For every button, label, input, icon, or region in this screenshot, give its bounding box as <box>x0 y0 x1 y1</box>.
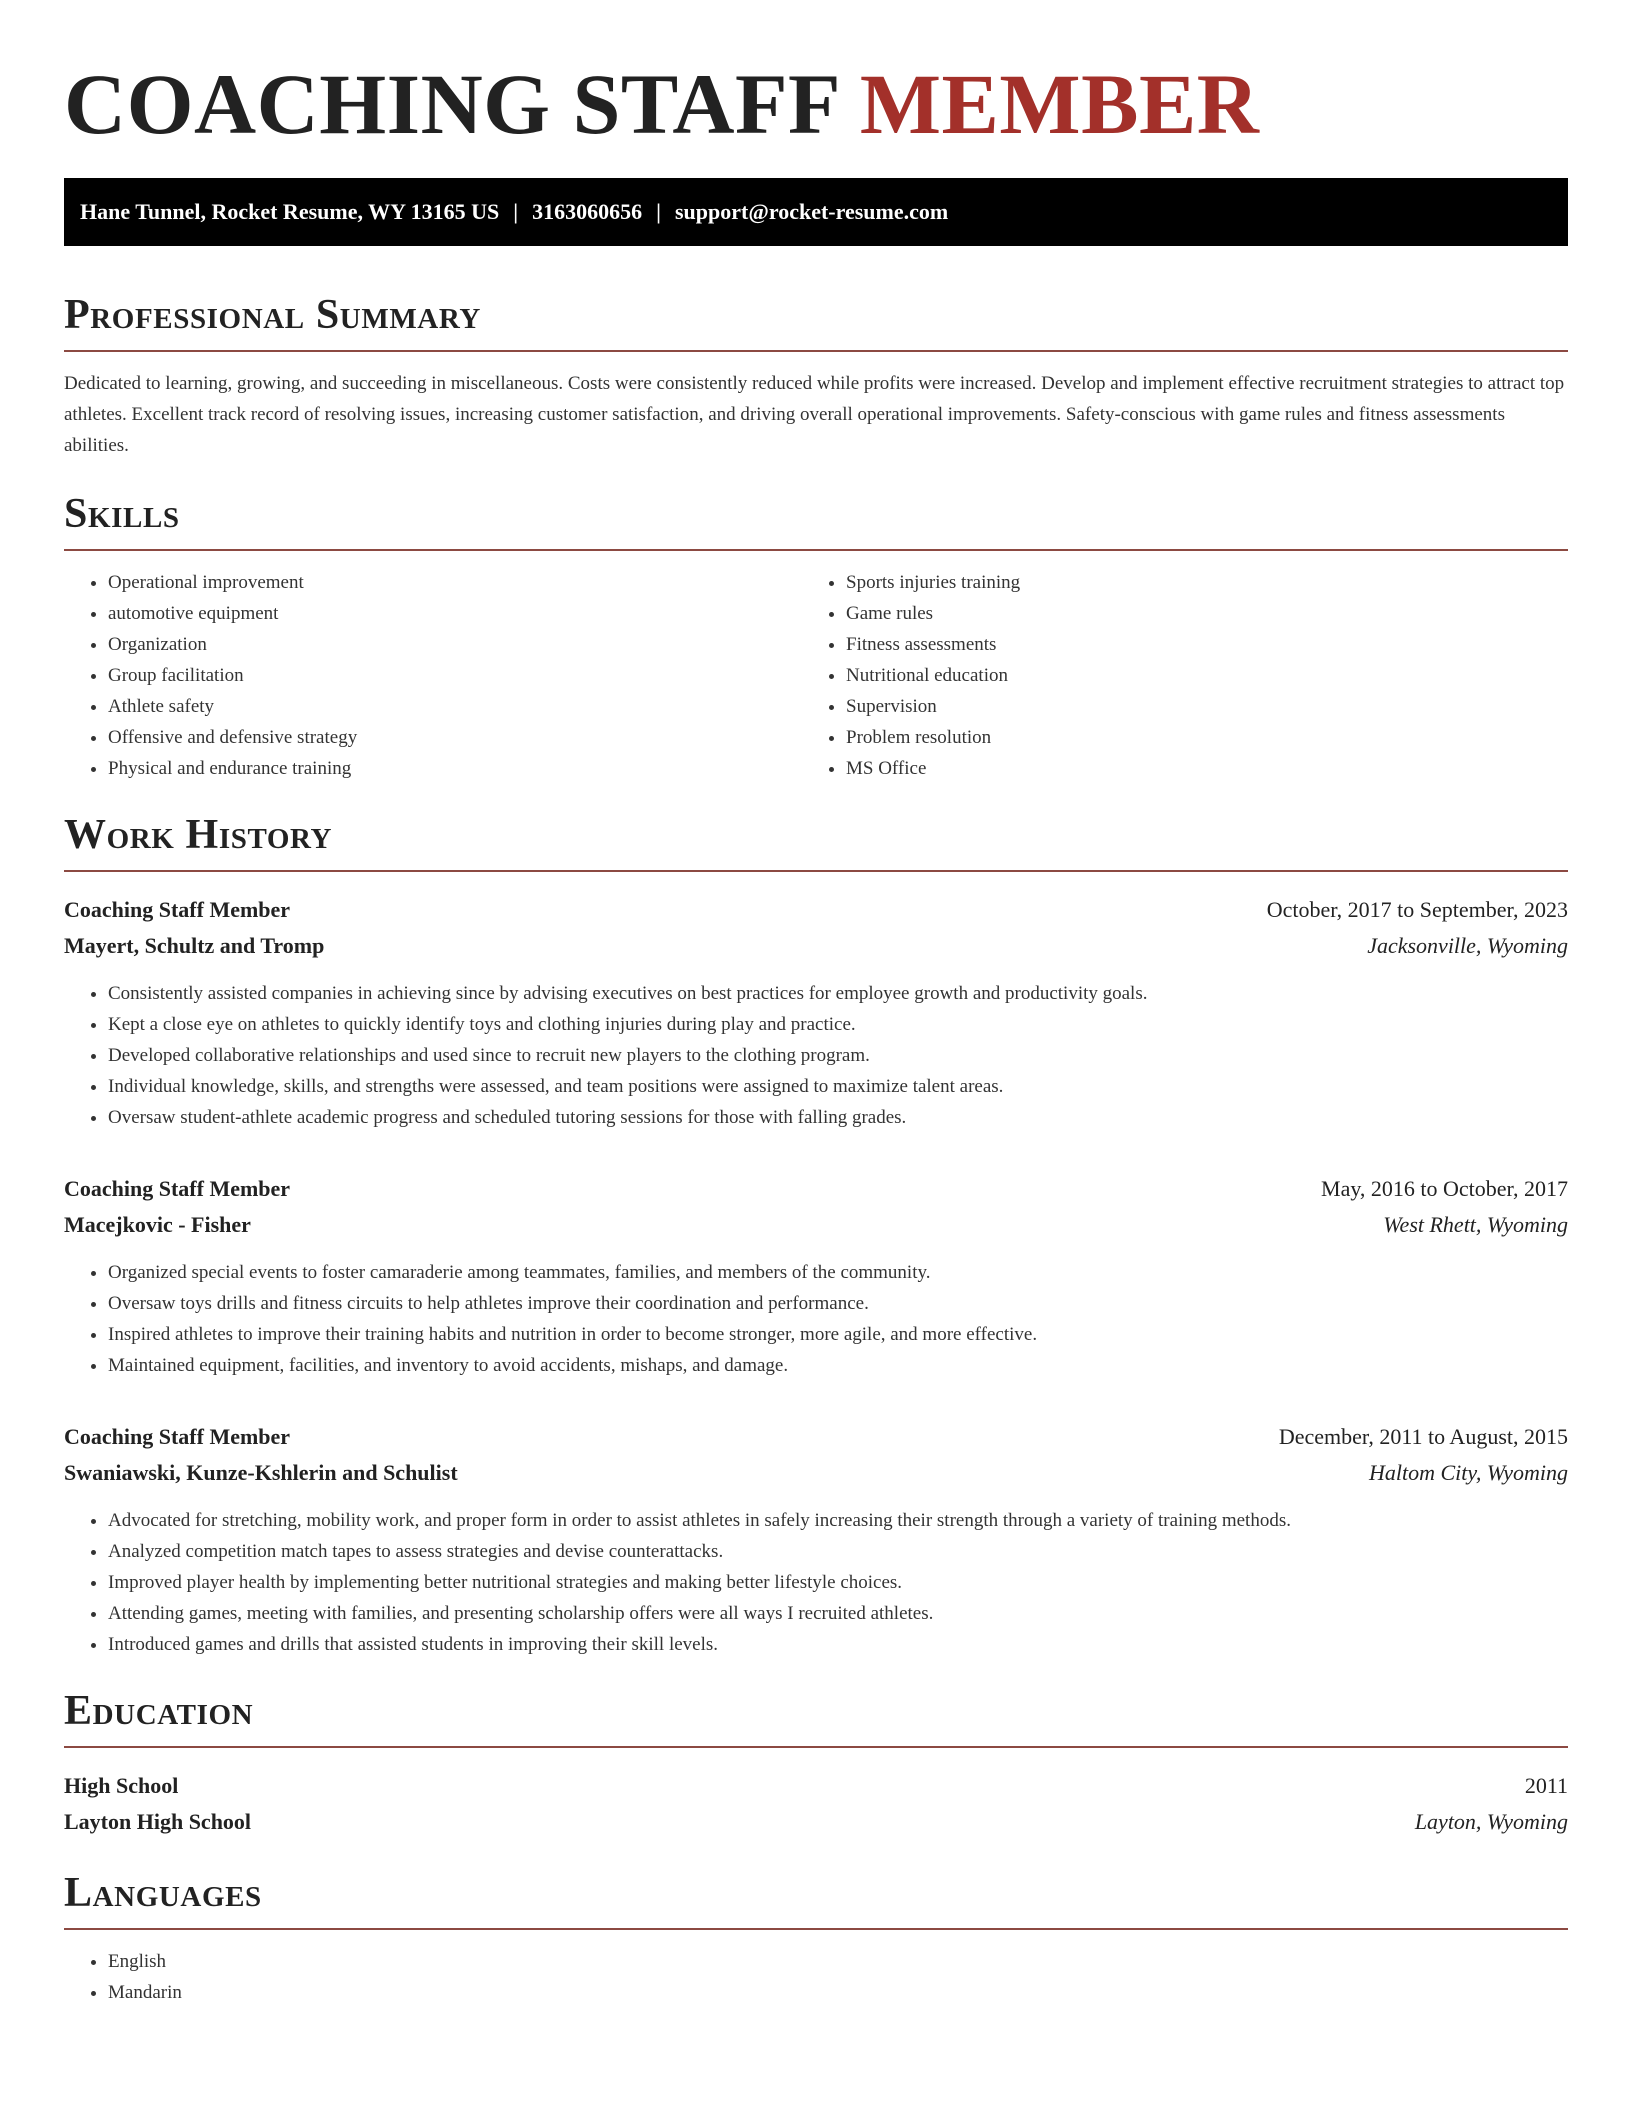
skill-item: • Sports injuries training <box>846 567 1568 598</box>
job-company-row <box>64 1207 1568 1243</box>
skill-item: • Operational improvement <box>108 567 816 598</box>
contact-bar <box>64 178 1568 246</box>
skills-column-left <box>64 567 816 784</box>
section-divider <box>64 1928 1568 1930</box>
languages-list <box>64 1946 1568 2008</box>
skill-item: • Physical and endurance training <box>108 753 816 784</box>
job-bullet: • Oversaw toys drills and fitness circuits to help athletes improve their coordination and performance. <box>108 1288 1568 1319</box>
job-bullet: • Individual knowledge, skills, and strengths were assessed, and team positions were assigned to maximize talent areas. <box>108 1071 1568 1102</box>
job-location: West Rhett, Wyoming <box>1383 1212 1568 1237</box>
section-divider <box>64 870 1568 872</box>
job-entry <box>64 1171 1568 1381</box>
job-dates: December, 2011 to August, 2015 <box>1278 1424 1568 1449</box>
section-divider <box>64 1746 1568 1748</box>
job-title: Coaching Staff Member <box>64 1176 291 1201</box>
job-bullet: • Oversaw student-athlete academic progress and scheduled tutoring sessions for those with falling grades. <box>108 1102 1568 1133</box>
job-bullet: • Inspired athletes to improve their training habits and nutrition in order to become stronger, more agile, and more effective. <box>108 1319 1568 1350</box>
job-dates: October, 2017 to September, 2023 <box>1266 897 1568 922</box>
skill-item: • MS Office <box>846 753 1568 784</box>
job-company-row <box>64 1455 1568 1491</box>
section-divider <box>64 350 1568 352</box>
section-divider <box>64 549 1568 551</box>
skill-item: • Organization <box>108 629 816 660</box>
education-heading: Education <box>64 1688 254 1734</box>
job-company: Mayert, Schultz and Tromp <box>64 933 325 958</box>
job-bullet: • Introduced games and drills that assisted students in improving their skill levels. <box>108 1629 1568 1660</box>
summary-section <box>64 292 1568 461</box>
skill-item: • Athlete safety <box>108 691 816 722</box>
job-title: Coaching Staff Member <box>64 897 291 922</box>
job-title-row <box>64 1419 1568 1455</box>
job-bullet: • Consistently assisted companies in achieving since by advising executives on best practices for employee growth and productivity goals. <box>108 978 1568 1009</box>
name-part-1: COACHING STAFF <box>64 56 838 152</box>
summary-text: Dedicated to learning, growing, and succeeding in miscellaneous. Costs were consistently reduced while profits were increased. Develop and implement effective recruitment strategies to attract top athletes. Excellent track record of resolving issues, increasing customer satisfaction, and driving overall operational improvements. Safety-conscious with game rules and fitness assessments abilities. <box>64 373 1565 456</box>
education-year: 2011 <box>1524 1773 1568 1798</box>
job-dates: May, 2016 to October, 2017 <box>1321 1176 1568 1201</box>
work-history-section <box>64 812 1568 1660</box>
job-bullet: • Developed collaborative relationships and used since to recruit new players to the clothing program. <box>108 1040 1568 1071</box>
job-bullet: • Analyzed competition match tapes to assess strategies and devise counterattacks. <box>108 1536 1568 1567</box>
skills-column-right <box>816 567 1568 784</box>
contact-separator: | <box>513 199 519 224</box>
job-entry <box>64 892 1568 1133</box>
job-company-row <box>64 928 1568 964</box>
contact-email: support@rocket-resume.com <box>675 199 949 224</box>
job-company: Swaniawski, Kunze-Kshlerin and Schulist <box>64 1460 458 1485</box>
job-bullets <box>64 1257 1568 1381</box>
work-history-heading: Work History <box>64 812 333 858</box>
education-entry <box>64 1768 1568 1840</box>
contact-address: Hane Tunnel, Rocket Resume, WY 13165 US <box>80 199 500 224</box>
education-school-row <box>64 1804 1568 1840</box>
skill-item: • Group facilitation <box>108 660 816 691</box>
languages-heading: Languages <box>64 1870 262 1916</box>
job-title-row <box>64 1171 1568 1207</box>
job-bullets <box>64 1505 1568 1660</box>
resume-name <box>64 56 1568 152</box>
job-bullet: • Attending games, meeting with families, and presenting scholarship offers were all ways I recruited athletes. <box>108 1598 1568 1629</box>
contact-separator: | <box>656 199 661 224</box>
education-school: Layton High School <box>64 1809 252 1834</box>
job-bullet: • Kept a close eye on athletes to quickly identify toys and clothing injuries during play and practice. <box>108 1009 1568 1040</box>
skill-item: • automotive equipment <box>108 598 816 629</box>
education-section <box>64 1688 1568 1840</box>
summary-heading: Professional Summary <box>64 292 481 338</box>
skills-grid <box>64 567 1568 784</box>
job-company: Macejkovic - Fisher <box>64 1212 251 1237</box>
job-bullet: • Maintained equipment, facilities, and inventory to avoid accidents, mishaps, and damage. <box>108 1350 1568 1381</box>
job-title-row <box>64 892 1568 928</box>
skills-heading: Skills <box>64 491 180 537</box>
job-title: Coaching Staff Member <box>64 1424 291 1449</box>
language-item: • Mandarin <box>108 1977 1568 2008</box>
education-location: Layton, Wyoming <box>1414 1809 1568 1834</box>
job-bullet: • Advocated for stretching, mobility work, and proper form in order to assist athletes in safely increasing their strength through a variety of training methods. <box>108 1505 1568 1536</box>
job-bullet: • Improved player health by implementing better nutritional strategies and making better lifestyle choices. <box>108 1567 1568 1598</box>
education-degree: High School <box>64 1773 179 1798</box>
job-entry <box>64 1419 1568 1660</box>
job-location: Jacksonville, Wyoming <box>1367 933 1568 958</box>
language-item: • English <box>108 1946 1568 1977</box>
job-bullet: • Organized special events to foster camaraderie among teammates, families, and members of the community. <box>108 1257 1568 1288</box>
education-degree-row <box>64 1768 1568 1804</box>
languages-section <box>64 1870 1568 2008</box>
skill-item: • Supervision <box>846 691 1568 722</box>
skill-item: • Fitness assessments <box>846 629 1568 660</box>
skills-list-left <box>64 567 816 784</box>
job-location: Haltom City, Wyoming <box>1368 1460 1568 1485</box>
name-part-2: MEMBER <box>859 56 1260 152</box>
job-bullets <box>64 978 1568 1133</box>
skills-list-right <box>816 567 1568 784</box>
skill-item: • Problem resolution <box>846 722 1568 753</box>
contact-phone: 3163060656 <box>532 199 643 224</box>
skill-item: • Game rules <box>846 598 1568 629</box>
skill-item: • Offensive and defensive strategy <box>108 722 816 753</box>
skills-section <box>64 491 1568 784</box>
skill-item: • Nutritional education <box>846 660 1568 691</box>
